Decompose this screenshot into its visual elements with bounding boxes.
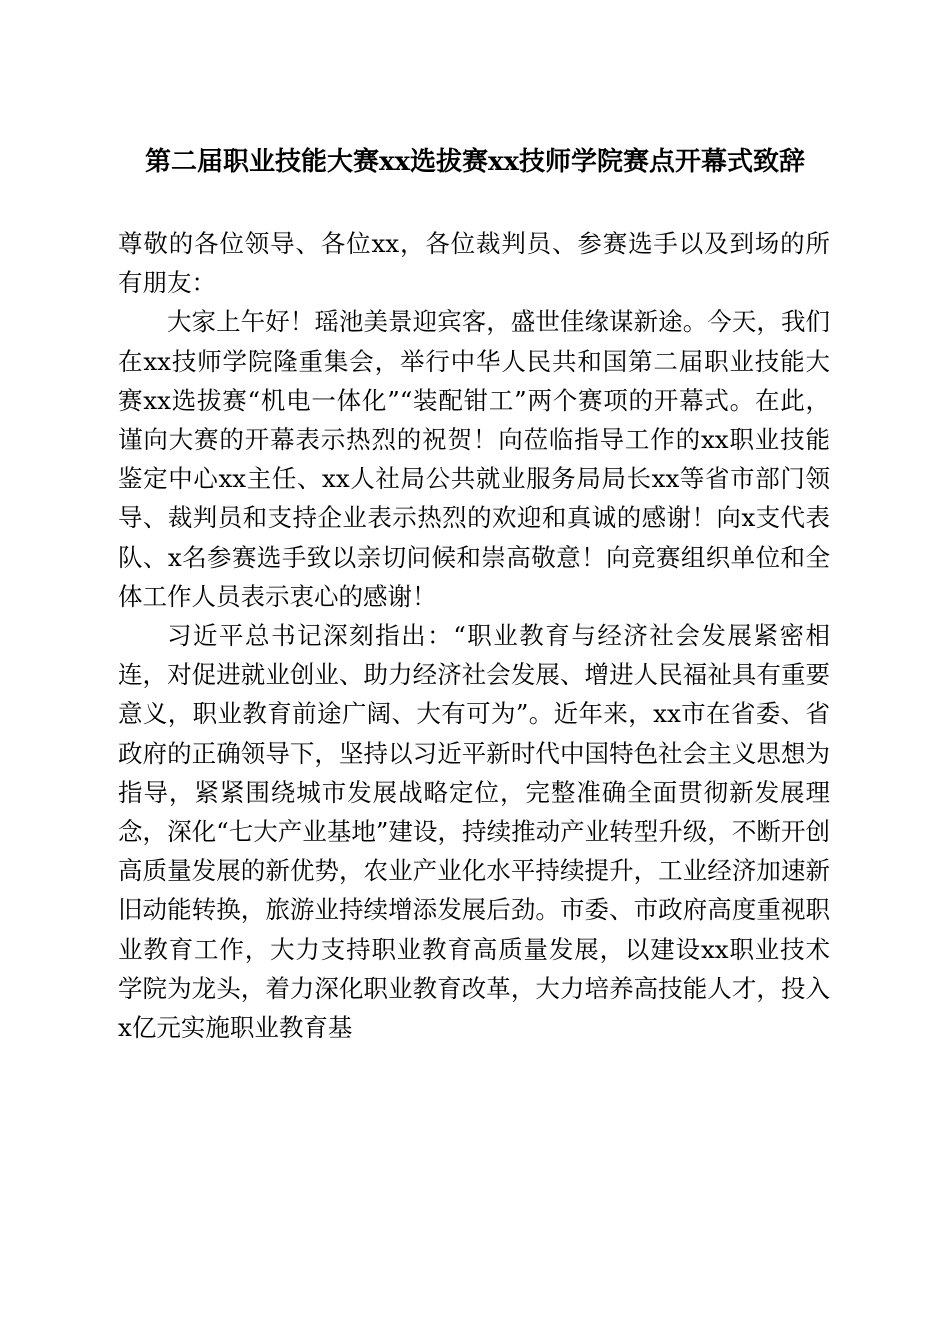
document-body	[118, 224, 830, 1047]
document-title: 第二届职业技能大赛xx选拔赛xx技师学院赛点开幕式致辞	[144, 147, 805, 177]
salutation-paragraph: 尊敬的各位领导、各位xx，各位裁判员、参赛选手以及到场的所有朋友：	[118, 229, 830, 298]
body-paragraph: 习近平总书记深刻指出：“职业教育与经济社会发展紧密相连，对促进就业创业、助力经济社会发展、增进人民福祉具有重要意义，职业教育前途广阔、大有可为”。近年来，xx市在省委、省政府的正确领导下，坚持以习近平新时代中国特色社会主义思想为指导，紧紧围绕城市发展战略定位，完整准确全面贯彻新发展理念，深化“七大产业基地”建设，持续推动产业转型升级，不断开创高质量发展的新优势，农业产业化水平持续提升，工业经济加速新旧动能转换，旅游业持续增添发展后劲。市委、市政府高度重视职业教育工作，大力支持职业教育高质量发展，以建设xx职业技术学院为龙头，着力深化职业教育改革，大力培养高技能人才，投入x亿元实施职业教育基	[118, 621, 830, 1043]
greeting-paragraph: 大家上午好！瑶池美景迎宾客，盛世佳缘谋新途。今天，我们在xx技师学院隆重集会，举行中华人民共和国第二届职业技能大赛xx选拔赛“机电一体化”“装配钳工”两个赛项的开幕式。在此，谨向大赛的开幕表示热烈的祝贺！向莅临指导工作的xx职业技能鉴定中心xx主任、xx人社局公共就业服务局局长xx等省市部门领导、裁判员和支持企业表示热烈的欢迎和真诚的感谢！向x支代表队、x名参赛选手致以亲切问候和崇高敬意！向竞赛组织单位和全体工作人员表示衷心的感谢！	[118, 307, 830, 611]
